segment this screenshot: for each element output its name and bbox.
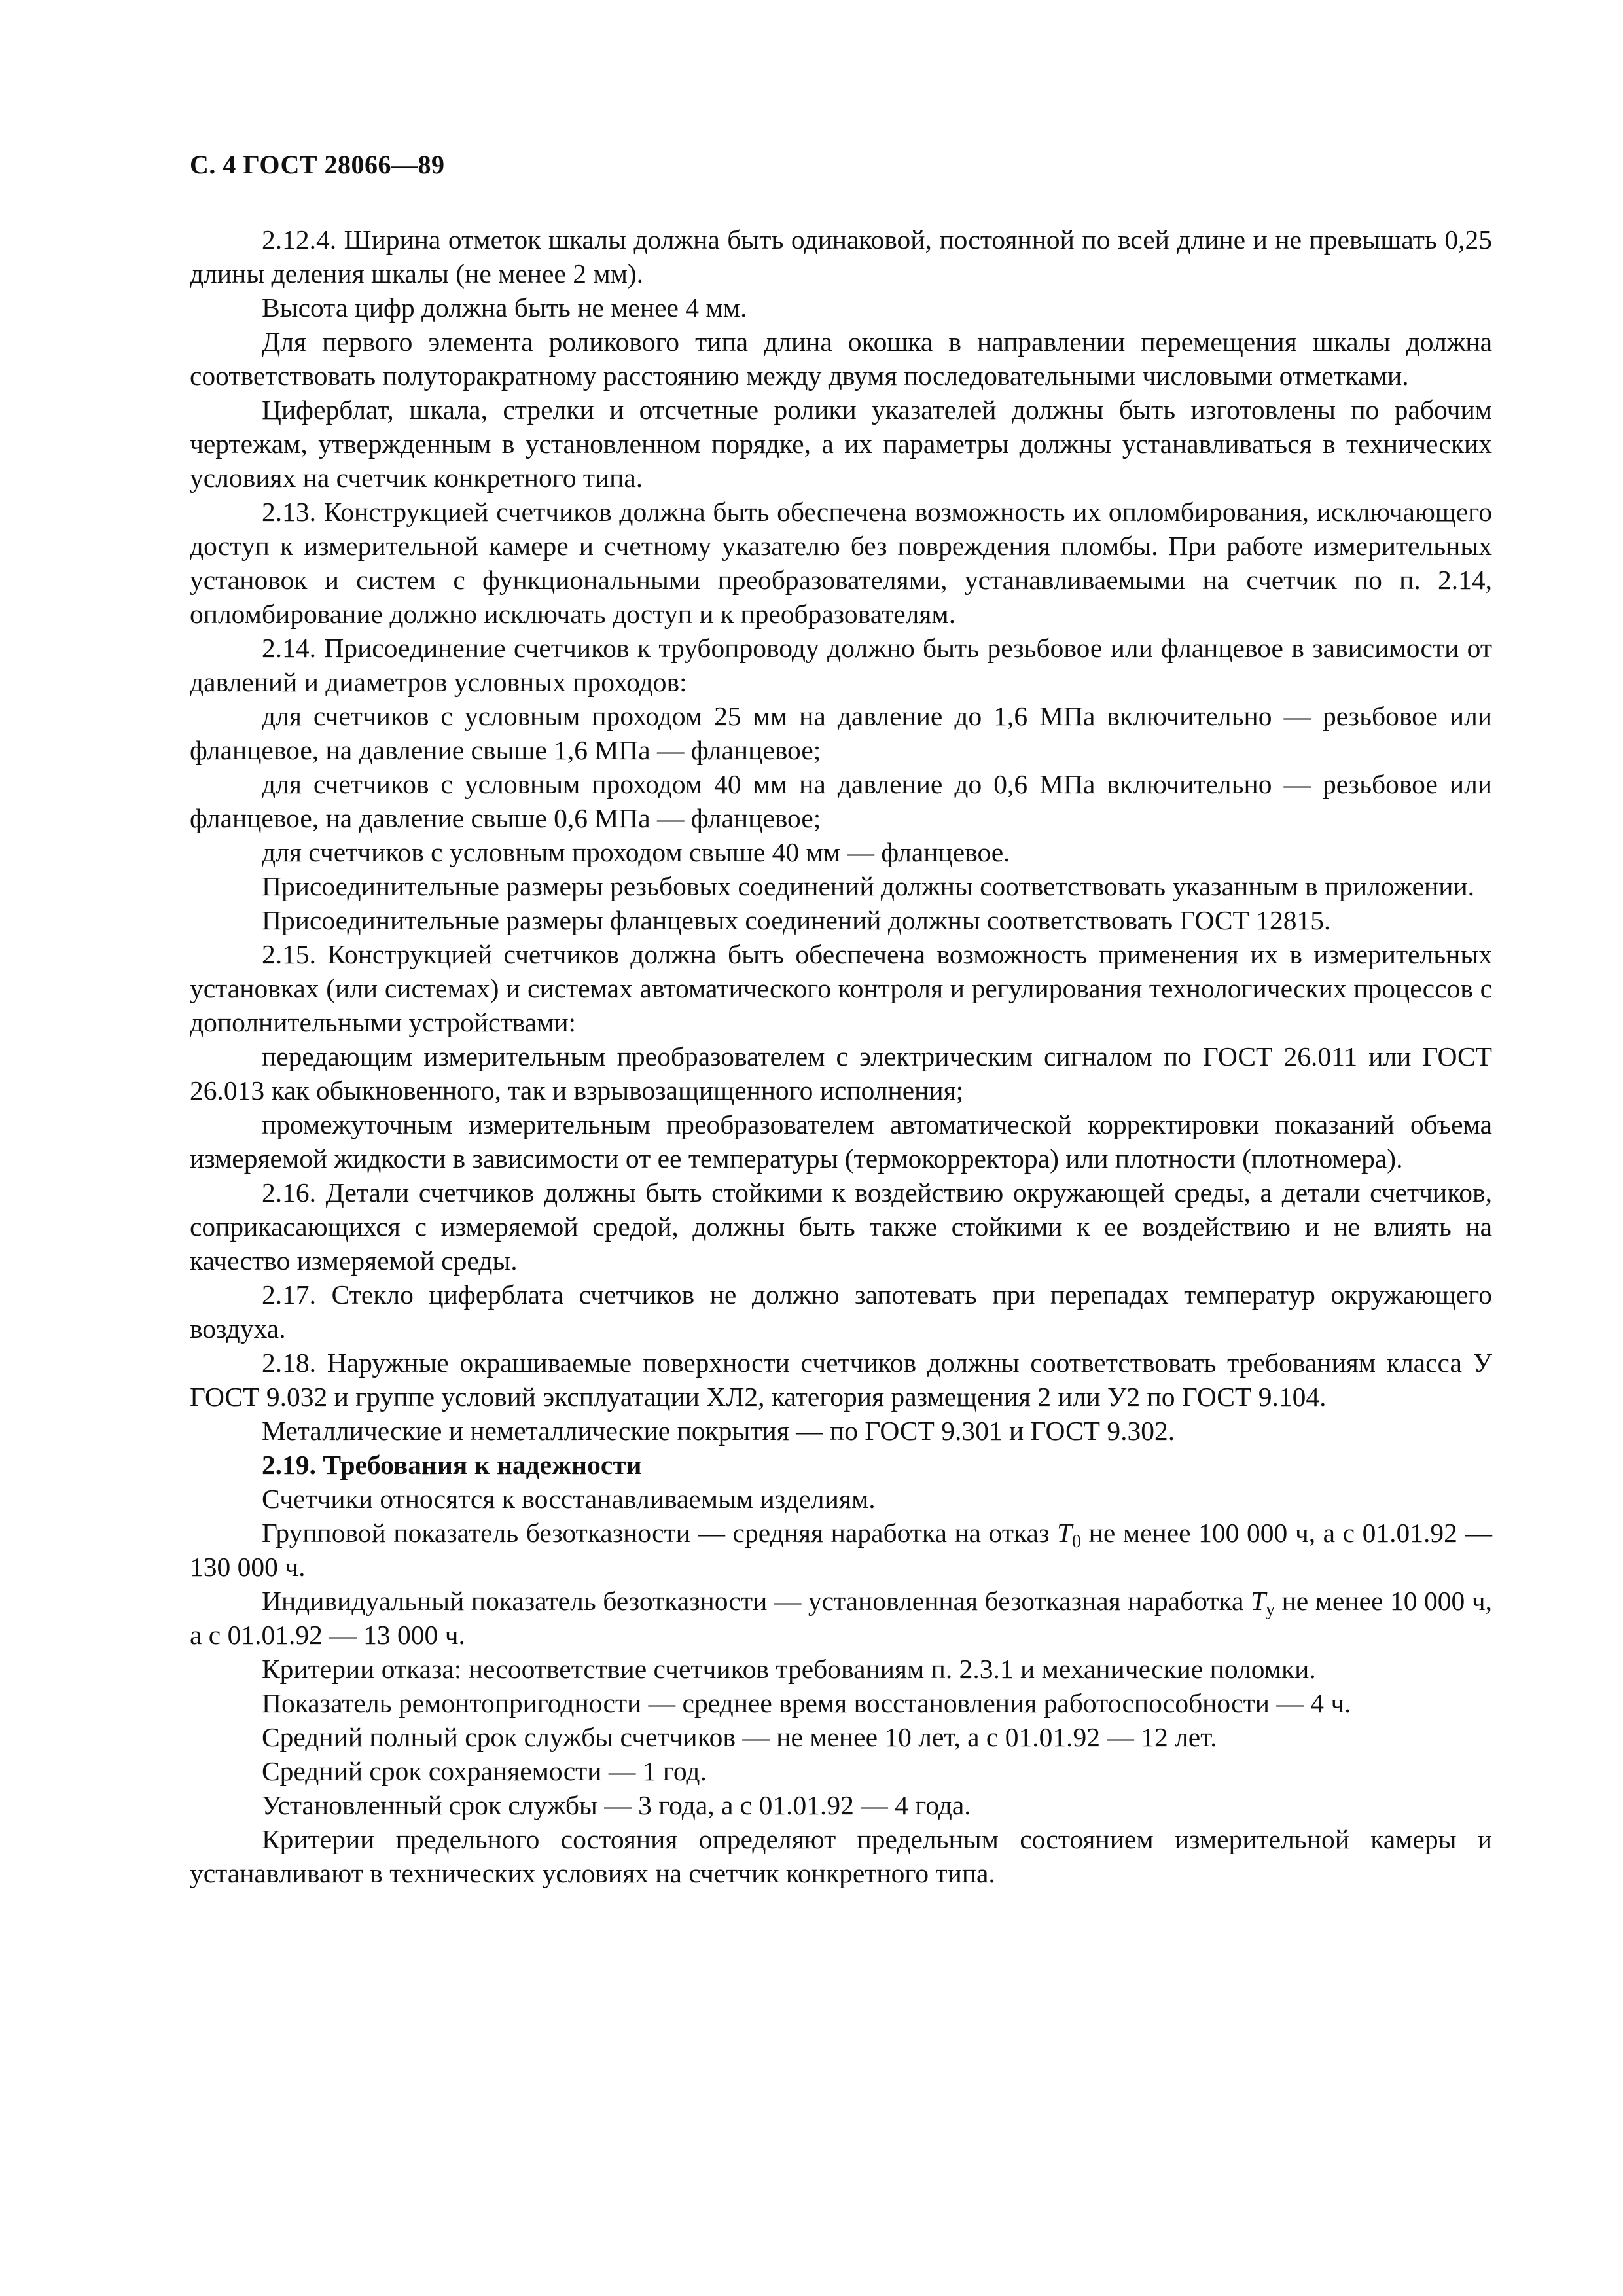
paragraph-2-18: 2.18. Наружные окрашиваемые поверхности счетчиков должны соответствовать требованиям класса У ГОСТ 9.032 и группе условий эксплуатации ХЛ2, категория размещения 2 или У2 по ГОСТ 9.104. <box>190 1348 1492 1412</box>
paragraph-individual-reliability <box>190 1584 1492 1652</box>
individual-reliability-text-a: Индивидуальный показатель безотказности — установленная безотказная наработка <box>262 1586 1244 1616</box>
section-heading-2-19: 2.19. Требования к надежности <box>262 1450 642 1480</box>
paragraph-restorable: Счетчики относятся к восстанавливаемым изделиям. <box>262 1484 876 1514</box>
group-reliability-text-b: не менее 100 000 ч, а с 01.01.92 — 130 000 ч. <box>190 1518 1493 1582</box>
paragraph-2-12-4: 2.12.4. Ширина отметок шкалы должна быть одинаковой, постоянной по всей длине и не превышать 0,25 длины деления шкалы (не менее 2 мм). <box>190 224 1492 289</box>
individual-reliability-text-b: не менее 10 000 ч, а с 01.01.92 — 13 000 ч. <box>190 1586 1493 1650</box>
paragraph-established-life: Установленный срок службы — 3 года, а с 01.01.92 — 4 года. <box>262 1790 971 1820</box>
paragraph-2-14: 2.14. Присоединение счетчиков к трубопроводу должно быть резьбовое или фланцевое в зависимости от давлений и диаметров условных проходов: <box>190 633 1492 697</box>
symbol-t: T <box>1056 1518 1073 1548</box>
page-header: С. 4 ГОСТ 28066—89 <box>190 150 445 179</box>
paragraph-over-40mm: для счетчиков с условным проходом свыше 40 мм — фланцевое. <box>262 837 1010 867</box>
paragraph-thread-dimensions: Присоединительные размеры резьбовых соединений должны соответствовать указанным в приложении. <box>262 871 1475 901</box>
paragraph-25mm: для счетчиков с условным проходом 25 мм на давление до 1,6 МПа включительно — резьбовое или фланцевое, на давление свыше 1,6 МПа — фланцевое; <box>190 701 1492 765</box>
paragraph-limit-state: Критерии предельного состояния определяют предельным состоянием измерительной камеры и устанавливают в технических условиях на счетчик конкретного типа. <box>190 1824 1492 1888</box>
paragraph-2-13: 2.13. Конструкцией счетчиков должна быть обеспечена возможность их опломбирования, исключающего доступ к измерительной камере и счетному указателю без повреждения пломбы. При работе измерительных установок и систем с функциональными преобразователями, устанавливаемыми на счетчик по п. 2.14, опломбирование должно исключать доступ и к преобразователям. <box>190 497 1492 629</box>
paragraph-failure-criteria: Критерии отказа: несоответствие счетчиков требованиям п. 2.3.1 и механические поломки. <box>262 1654 1316 1684</box>
paragraph-transmitter: передающим измерительным преобразователем с электрическим сигналом по ГОСТ 26.011 или ГОСТ 26.013 как обыкновенного, так и взрывозащищенного исполнения; <box>190 1041 1492 1105</box>
paragraph-2-15: 2.15. Конструкцией счетчиков должна быть обеспечена возможность применения их в измерительных установках (или системах) и системах автоматического контроля и регулирования технологических процессов с дополнительными устройствами: <box>190 939 1492 1037</box>
paragraph-flange-dimensions: Присоединительные размеры фланцевых соединений должны соответствовать ГОСТ 12815. <box>262 905 1331 935</box>
paragraph-40mm: для счетчиков с условным проходом 40 мм на давление до 0,6 МПа включительно — резьбовое или фланцевое, на давление свыше 0,6 МПа — фланцевое; <box>190 769 1492 833</box>
symbol-t-subscript: 0 <box>1072 1532 1082 1552</box>
paragraph-dial-drawings: Циферблат, шкала, стрелки и отсчетные ролики указателей должны быть изготовлены по рабочим чертежам, утвержденным в установленном порядке, а их параметры должны устанавливаться в технических условиях на счетчик конкретного типа. <box>190 395 1492 493</box>
paragraph-service-life: Средний полный срок службы счетчиков — не менее 10 лет, а с 01.01.92 — 12 лет. <box>262 1722 1217 1752</box>
paragraph-intermediate-transducer: промежуточным измерительным преобразователем автоматической корректировки показаний объема измеряемой жидкости в зависимости от ее температуры (термокорректора) или плотности (плотномера). <box>190 1109 1492 1174</box>
paragraph-2-17: 2.17. Стекло циферблата счетчиков не должно запотевать при перепадах температур окружающего воздуха. <box>190 1280 1492 1344</box>
paragraph-group-reliability <box>190 1516 1492 1584</box>
group-reliability-text-a: Групповой показатель безотказности — средняя наработка на отказ <box>262 1518 1050 1548</box>
paragraph-storage-life: Средний срок сохраняемости — 1 год. <box>262 1756 707 1786</box>
paragraph-coatings: Металлические и неметаллические покрытия — по ГОСТ 9.301 и ГОСТ 9.302. <box>262 1416 1175 1446</box>
symbol-t: T <box>1250 1586 1266 1616</box>
paragraph-maintainability: Показатель ремонтопригодности — среднее время восстановления работоспособности — 4 ч. <box>262 1688 1351 1718</box>
paragraph-roller-window: Для первого элемента роликового типа длина окошка в направлении перемещения шкалы должна соответствовать полуторакратному расстоянию между двумя последовательными числовыми отметками. <box>190 327 1492 391</box>
document-body <box>190 223 1492 1890</box>
paragraph-digit-height: Высота цифр должна быть не менее 4 мм. <box>262 293 747 323</box>
paragraph-2-16: 2.16. Детали счетчиков должны быть стойкими к воздействию окружающей среды, а детали счетчиков, соприкасающихся с измеряемой средой, должны быть также стойкими к ее воздействию и не влиять на качество измеряемой среды. <box>190 1177 1492 1276</box>
symbol-t-subscript: у <box>1266 1600 1275 1620</box>
